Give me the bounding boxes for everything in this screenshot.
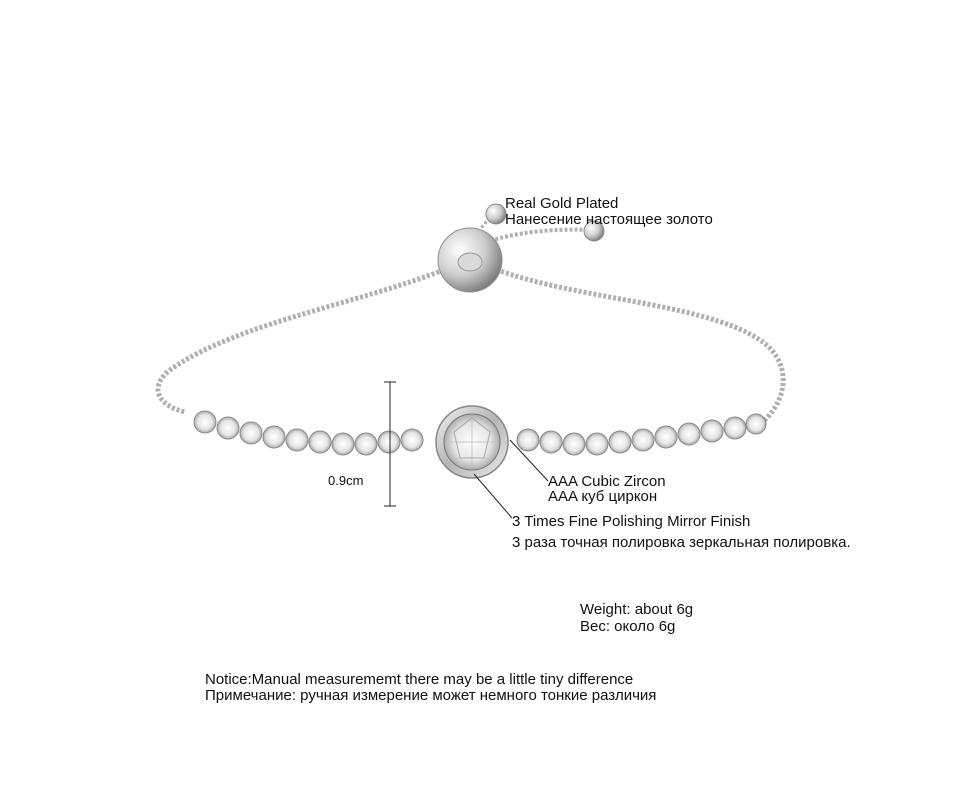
chain-left (158, 262, 462, 412)
stone-row-left (194, 411, 423, 455)
stone-row-right (517, 414, 766, 455)
chain-right (478, 262, 783, 420)
notice-label-en: Notice:Manual measurememt there may be a little tiny difference (205, 671, 634, 688)
size-label: 0.9cm (328, 473, 364, 488)
end-ball-left (486, 204, 506, 224)
zircon-label-en: AAA Cubic Zircon (548, 473, 666, 490)
gold-plated-label-ru: Нанесение настоящее золото (505, 211, 713, 228)
polish-label-en: 3 Times Fine Polishing Mirror Finish (512, 513, 751, 530)
zircon-label-ru: AAA куб циркон (548, 488, 658, 505)
weight-label-en: Weight: about 6g (580, 601, 694, 618)
notice-label-ru: Примечание: ручная измерение может немного тонкие различия (205, 687, 657, 704)
weight-label-ru: Вес: около 6g (580, 618, 676, 635)
leader-line-polish (474, 474, 512, 518)
gold-plated-label-en: Real Gold Plated (505, 195, 619, 212)
polish-label-ru: 3 раза точная полировка зеркальная полировка. (512, 534, 851, 551)
center-stone (436, 406, 508, 478)
